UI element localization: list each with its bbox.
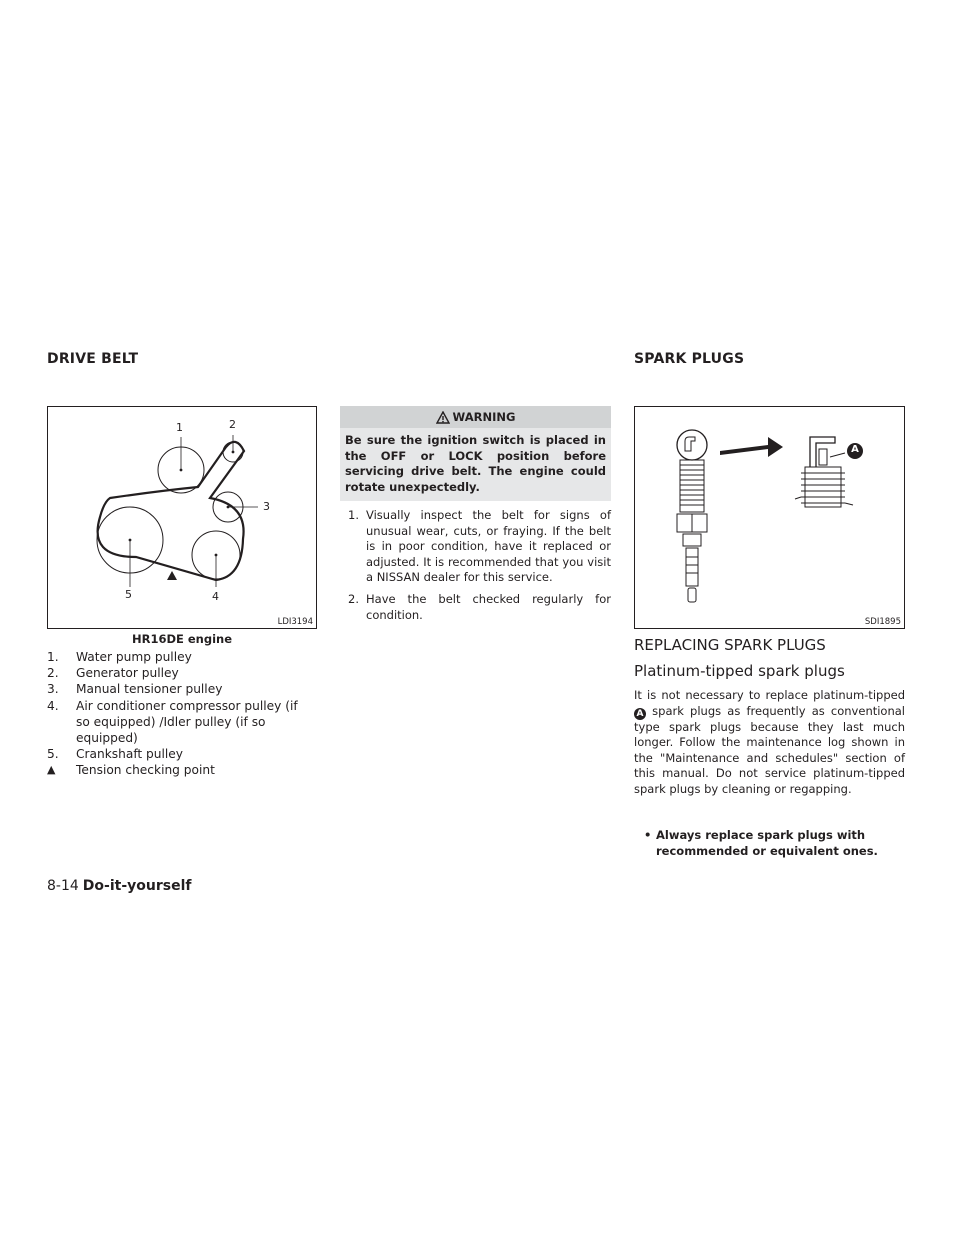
warning-text: Be sure the ignition switch is placed in the OFF or LOCK position before servicing drive belt. The engine could rotate unexpectedly. bbox=[340, 428, 611, 501]
legend-num: 1. bbox=[47, 650, 59, 664]
warning-header bbox=[340, 406, 611, 428]
legend-item bbox=[47, 649, 312, 665]
step-num: 2. bbox=[348, 591, 359, 606]
legend-num: 3. bbox=[47, 682, 59, 697]
callout-3: 3 bbox=[263, 500, 270, 513]
spark-plug-bullet bbox=[644, 828, 905, 859]
page-footer bbox=[47, 878, 191, 894]
legend-text: Crankshaft pulley bbox=[76, 747, 183, 762]
platinum-subheading: Platinum-tipped spark plugs bbox=[634, 662, 845, 680]
paragraph-start: It is not necessary to replace platinum-tipped bbox=[634, 688, 905, 702]
callout-5: 5 bbox=[125, 588, 132, 601]
bullet-mark: • bbox=[644, 828, 652, 842]
replacing-heading: REPLACING SPARK PLUGS bbox=[634, 636, 826, 654]
callout-4: 4 bbox=[212, 590, 219, 603]
step-item bbox=[340, 592, 611, 623]
spark-plugs-section-title: SPARK PLUGS bbox=[634, 351, 745, 367]
callout-a-icon: A bbox=[634, 708, 646, 720]
figure-code: SDI1895 bbox=[864, 617, 901, 627]
spark-plug-paragraph bbox=[634, 688, 905, 798]
spark-plug-figure bbox=[634, 406, 905, 629]
figure-caption: HR16DE engine bbox=[131, 632, 233, 646]
legend-item bbox=[47, 681, 312, 697]
tension-checking-point-marker bbox=[167, 571, 177, 580]
spark-plug-diagram bbox=[635, 407, 904, 628]
legend-text: Generator pulley bbox=[76, 666, 179, 681]
bullet-text: Always replace spark plugs with recommended or equivalent ones. bbox=[656, 828, 878, 858]
step-item bbox=[340, 508, 611, 586]
step-text: Have the belt checked regularly for condition. bbox=[366, 591, 611, 622]
legend-item bbox=[47, 762, 312, 778]
callout-2: 2 bbox=[229, 418, 236, 431]
legend-item bbox=[47, 698, 312, 747]
step-text: Visually inspect the belt for signs of unusual wear, cuts, or fraying. If the belt is in poor condition, have it replaced or adjusted. It is recommended that you visit a NISSAN dealer for this service. bbox=[366, 508, 611, 585]
chapter-title: Do-it-yourself bbox=[82, 878, 192, 894]
legend-num: 4. bbox=[47, 698, 59, 713]
legend-num: 2. bbox=[47, 666, 59, 681]
drive-belt-diagram bbox=[48, 407, 316, 628]
warning-box bbox=[340, 406, 611, 501]
legend-text: Manual tensioner pulley bbox=[76, 682, 223, 697]
inspection-steps bbox=[340, 508, 611, 629]
tension-point-icon: ▲ bbox=[47, 763, 56, 777]
legend-text: Water pump pulley bbox=[76, 650, 192, 664]
pulley-legend bbox=[47, 649, 312, 779]
drive-belt-figure bbox=[47, 406, 317, 629]
step-num: 1. bbox=[348, 508, 359, 522]
legend-item bbox=[47, 665, 312, 681]
legend-num: 5. bbox=[47, 747, 59, 762]
legend-text: Tension checking point bbox=[76, 763, 215, 778]
drive-belt bbox=[98, 442, 244, 580]
warning-title: WARNING bbox=[452, 410, 516, 424]
legend-item bbox=[47, 746, 312, 762]
drive-belt-section-title: DRIVE BELT bbox=[47, 351, 139, 367]
legend-text: Air conditioner compressor pulley (if so equipped) /Idler pulley (if so equipped) bbox=[76, 698, 298, 746]
warning-icon bbox=[436, 411, 450, 424]
paragraph-end: spark plugs as frequently as conventional type spark plugs because they last much longer. Follow the maintenance log shown in the "Maintenance and schedules" section of this manual. Do not service platinum-tipped spark plugs by cleaning or regapping. bbox=[634, 703, 906, 796]
page-number: 8-14 bbox=[47, 878, 79, 894]
figure-code: LDI3194 bbox=[277, 617, 313, 627]
callout-a-label: A bbox=[851, 444, 859, 455]
zoom-arrow bbox=[720, 437, 783, 457]
callout-1: 1 bbox=[176, 421, 183, 434]
